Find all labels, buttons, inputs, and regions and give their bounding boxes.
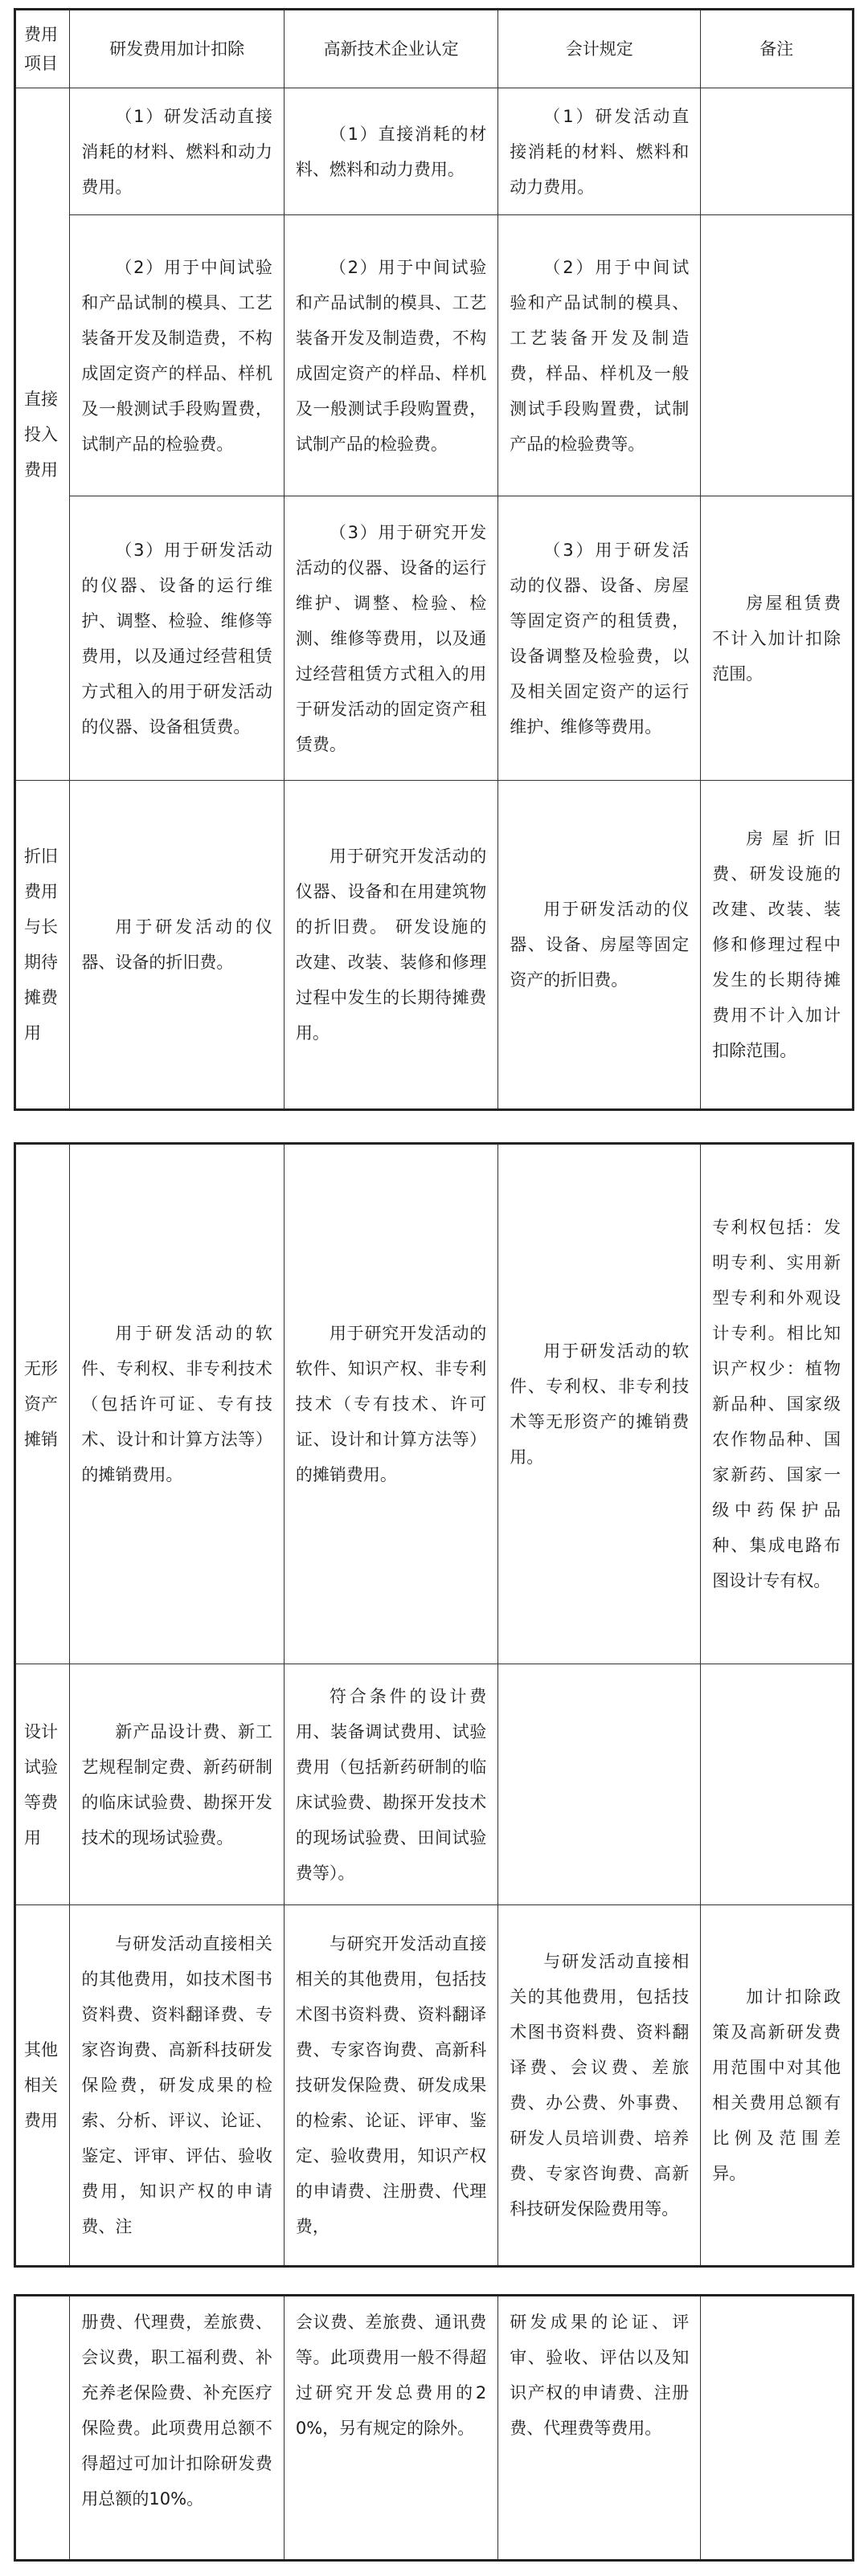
- category-design: 设计试验等费用: [15, 1664, 70, 1905]
- table-row: [15, 2296, 854, 2561]
- table-header-row: [15, 10, 854, 88]
- table-row: [15, 1664, 854, 1905]
- table-row: [15, 215, 854, 496]
- cell-rd-deduction: 用于研发活动的软件、专利权、非专利技术（包括许可证、专有技术、设计和计算方法等）的摊销费用。: [70, 1144, 284, 1664]
- cell-rd-deduction: （2）用于中间试验和产品试制的模具、工艺装备开发及制造费，不构成固定资产的样品、样机及一般测试手段购置费，试制产品的检验费。: [70, 215, 284, 496]
- cell-remark: 房屋折旧费、研发设施的改建、改装、装修和修理过程中发生的长期待摊费用不计入加计扣除范围。: [701, 781, 854, 1110]
- table-row: [15, 496, 854, 781]
- table-row: [15, 1144, 854, 1664]
- category-direct-input: 直接投入费用: [15, 88, 70, 781]
- cell-remark: [701, 1664, 854, 1905]
- header-rd-deduction: 研发费用加计扣除: [70, 10, 284, 88]
- cell-high-tech: （3）用于研究开发活动的仪器、设备的运行维护、调整、检验、检测、维修等费用，以及通过经营租赁方式租入的用于研发活动的固定资产租赁费。: [284, 496, 497, 781]
- cell-rd-deduction: （1）研发活动直接消耗的材料、燃料和动力费用。: [70, 88, 284, 215]
- table-row: [15, 88, 854, 215]
- cell-high-tech: （2）用于中间试验和产品试制的模具、工艺装备开发及制造费，不构成固定资产的样品、样机及一般测试手段购置费，试制产品的检验费。: [284, 215, 497, 496]
- category-intangible: 无形资产摊销: [15, 1144, 70, 1664]
- expense-table-part-3: [14, 2294, 854, 2562]
- expense-table-part-1: [14, 8, 854, 1111]
- header-accounting: 会计规定: [498, 10, 701, 88]
- cell-accounting: [498, 1664, 701, 1905]
- cell-remark: [701, 215, 854, 496]
- cell-accounting: （1）研发活动直接消耗的材料、燃料和动力费用。: [498, 88, 701, 215]
- cell-high-tech: （1）直接消耗的材料、燃料和动力费用。: [284, 88, 497, 215]
- cell-remark: [701, 2296, 854, 2561]
- header-category: 费用项目: [15, 10, 70, 88]
- cell-high-tech: 会议费、差旅费、通讯费等。此项费用一般不得超过研究开发总费用的20%，另有规定的除外。: [284, 2296, 497, 2561]
- cell-remark: 房屋租赁费不计入加计扣除范围。: [701, 496, 854, 781]
- cell-high-tech: 与研究开发活动直接相关的其他费用，包括技术图书资料费、资料翻译费、专家咨询费、高新科技研发保险费、研发成果的检索、论证、评审、鉴定、验收费用，知识产权的申请费、注册费、代理费，: [284, 1905, 497, 2267]
- cell-accounting: 用于研发活动的仪器、设备、房屋等固定资产的折旧费。: [498, 781, 701, 1110]
- category-depreciation: 折旧费用与长期待摊费用: [15, 781, 70, 1110]
- expense-table-part-2: [14, 1142, 854, 2268]
- cell-high-tech: 符合条件的设计费用、装备调试费用、试验费用（包括新药研制的临床试验费、勘探开发技术的现场试验费、田间试验费等）。: [284, 1664, 497, 1905]
- table-row: [15, 1905, 854, 2267]
- cell-rd-deduction: 册费、代理费，差旅费、会议费，职工福利费、补充养老保险费、补充医疗保险费。此项费用总额不得超过可加计扣除研发费用总额的10%。: [70, 2296, 284, 2561]
- cell-high-tech: 用于研究开发活动的软件、知识产权、非专利技术（专有技术、许可证、设计和计算方法等）的摊销费用。: [284, 1144, 497, 1664]
- cell-accounting: 与研发活动直接相关的其他费用，包括技术图书资料费、资料翻译费、会议费、差旅费、办公费、外事费、研发人员培训费、培养费、专家咨询费、高新科技研发保险费用等。: [498, 1905, 701, 2267]
- cell-remark: [701, 88, 854, 215]
- cell-high-tech: 用于研究开发活动的仪器、设备和在用建筑物的折旧费。 研发设施的改建、改装、装修和修理过程中发生的长期待摊费用。: [284, 781, 497, 1110]
- cell-accounting: 用于研发活动的软件、专利权、非专利技术等无形资产的摊销费用。: [498, 1144, 701, 1664]
- cell-rd-deduction: 与研发活动直接相关的其他费用，如技术图书资料费、资料翻译费、专家咨询费、高新科技研发保险费，研发成果的检索、分析、评议、论证、鉴定、评审、评估、验收费用，知识产权的申请费、注: [70, 1905, 284, 2267]
- cell-rd-deduction: 用于研发活动的仪器、设备的折旧费。: [70, 781, 284, 1110]
- cell-remark: 专利权包括：发明专利、实用新型专利和外观设计专利。相比知识产权少：植物新品种、国家级农作物品种、国家新药、国家一级中药保护品种、集成电路布图设计专有权。: [701, 1144, 854, 1664]
- category-continued: [15, 2296, 70, 2561]
- category-other: 其他相关费用: [15, 1905, 70, 2267]
- cell-accounting: （3）用于研发活动的仪器、设备、房屋等固定资产的租赁费，设备调整及检验费，以及相关固定资产的运行维护、维修等费用。: [498, 496, 701, 781]
- cell-accounting: 研发成果的论证、评审、验收、评估以及知识产权的申请费、注册费、代理费等费用。: [498, 2296, 701, 2561]
- cell-rd-deduction: 新产品设计费、新工艺规程制定费、新药研制的临床试验费、勘探开发技术的现场试验费。: [70, 1664, 284, 1905]
- cell-rd-deduction: （3）用于研发活动的仪器、设备的运行维护、调整、检验、维修等费用，以及通过经营租赁方式租入的用于研发活动的仪器、设备租赁费。: [70, 496, 284, 781]
- header-high-tech: 高新技术企业认定: [284, 10, 497, 88]
- cell-accounting: （2）用于中间试验和产品试制的模具、工艺装备开发及制造费，样品、样机及一般测试手段购置费，试制产品的检验费等。: [498, 215, 701, 496]
- table-row: [15, 781, 854, 1110]
- cell-remark: 加计扣除政策及高新研发费用范围中对其他相关费用总额有比例及范围差异。: [701, 1905, 854, 2267]
- header-remark: 备注: [701, 10, 854, 88]
